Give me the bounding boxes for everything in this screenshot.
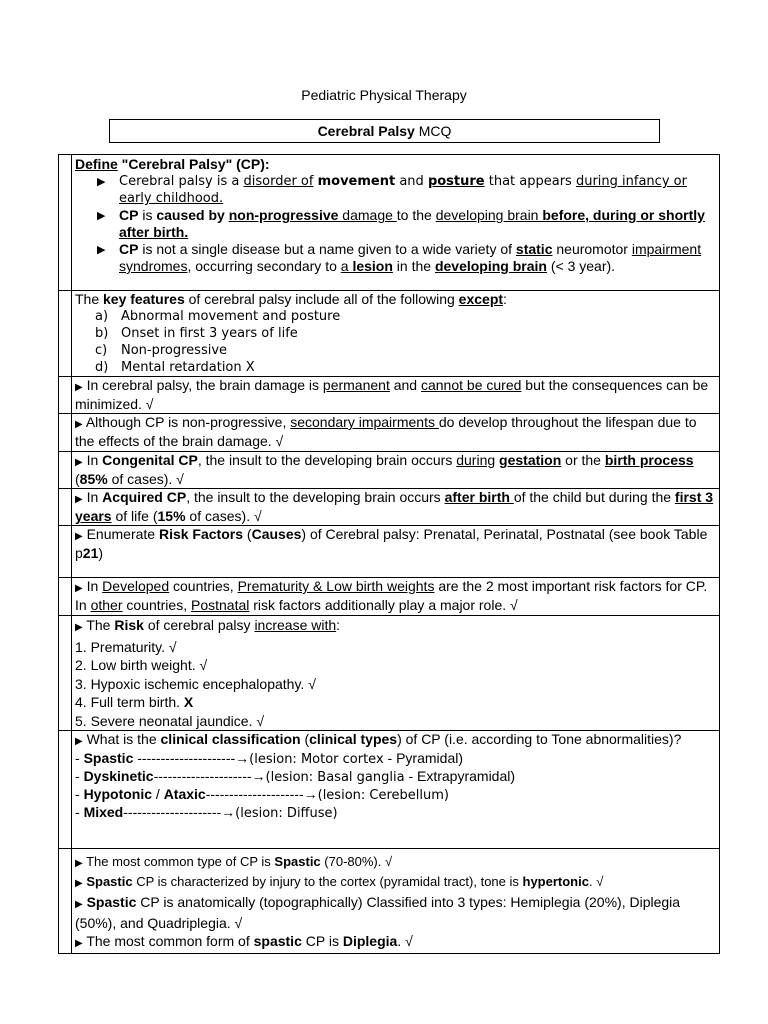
option-b: b) Onset in first 3 years of life — [95, 326, 298, 341]
arrow-right-icon: ▶ — [97, 244, 106, 256]
title-bold: Cerebral Palsy — [317, 123, 415, 139]
table-row — [59, 616, 720, 731]
list-item: ▶ Cerebral palsy is a disorder of movement and posture that appears during infancy or early childhood. — [97, 174, 687, 206]
row-number-cell — [59, 291, 72, 377]
arrow-right-icon: ▶ — [75, 736, 83, 747]
arrow-right-icon: ▶ — [75, 583, 83, 594]
arrow-right-icon: ▶ — [75, 531, 83, 542]
list-item: 3. Hypoxic ischemic encephalopathy. √ — [75, 675, 316, 692]
question-cell: ▶ In cerebral palsy, the brain damage is permanent and cannot be cured but the consequences can be minimized. √ — [72, 377, 720, 414]
row-number-cell — [59, 414, 72, 452]
arrow-right-icon: ▶ — [75, 878, 83, 889]
list-item: ▶ CP is not a single disease but a name given to a wide variety of static neuromotor impairment syndromes, occurring secondary to a lesion in the developing brain (< 3 year). — [97, 241, 702, 274]
arrow-right-icon: ▶ — [75, 858, 83, 869]
question-cell: ▶ The Risk of cerebral palsy increase with: 1. Prematurity. √ 2. Low birth weight. √ 3. Hypoxic ischemic encephalopathy. √ 4. Full term birth. X 5. Severe neonatal jaundice. √ — [72, 616, 720, 731]
arrow-right-icon: ▶ — [75, 457, 83, 468]
arrow-right-icon: ▶ — [75, 622, 83, 633]
table-row — [59, 731, 720, 849]
list-item: 4. Full term birth. X — [75, 694, 194, 710]
table-row — [59, 414, 720, 452]
row-number-cell — [59, 849, 72, 954]
question-cell: ▶ Although CP is non-progressive, secondary impairments do develop throughout the lifespan due to the effects of the brain damage. √ — [72, 414, 720, 452]
row-number-cell — [59, 489, 72, 526]
table-row — [59, 489, 720, 526]
row-number-cell — [59, 452, 72, 489]
list-item: ▶ Spastic CP is characterized by injury to the cortex (pyramidal tract), tone is hypertonic. √ — [75, 874, 604, 889]
title-rest: MCQ — [414, 123, 452, 139]
row-number-cell — [59, 578, 72, 616]
list-item: 5. Severe neonatal jaundice. √ — [75, 712, 265, 729]
option-d: d) Mental retardation X — [95, 360, 255, 375]
table-row — [59, 849, 720, 954]
question-cell: ▶ In Developed countries, Prematurity & Low birth weights are the 2 most important risk factors for CP. In other countries, Postnatal risk factors additionally play a major role. √ — [72, 578, 720, 616]
table-row — [59, 452, 720, 489]
table-row — [59, 291, 720, 377]
arrow-right-icon: ▶ — [75, 419, 83, 430]
mcq-table — [58, 154, 720, 954]
page-title: Pediatric Physical Therapy — [301, 87, 467, 103]
table-row — [59, 578, 720, 616]
list-item: ▶ The most common type of CP is Spastic (70-80%). √ — [75, 854, 393, 869]
list-item: - Mixed---------------------→(lesion: Diffuse) — [75, 804, 338, 821]
question-cell: ▶ What is the clinical classification (clinical types) of CP (i.e. according to Tone abnormalities)? - Spastic ---------------------→(lesion: Motor cortex - Pyramidal) - Dyskinetic---------------------→(lesion: Basal ganglia - Extrapyramidal) - Hypotonic / Ataxic---------------------→(lesion: Cerebellum) - Mixed---------------------→(lesion: Diffuse) — [72, 731, 720, 849]
list-item: ▶ Spastic CP is anatomically (topographically) Classified into 3 types: Hemiplegia (20%), Diplegia (50%), and Quadriplegia. √ — [75, 894, 681, 931]
question-cell: The key features of cerebral palsy include all of the following except: a) Abnormal movement and posture b) Onset in first 3 years of life c) Non-progressive d) Mental retardation X — [72, 291, 720, 377]
arrow-right-icon: ▶ — [75, 382, 83, 393]
list-item: 1. Prematurity. √ — [75, 638, 177, 655]
arrow-right-icon: ▶ — [75, 938, 83, 949]
question-cell: ▶ Enumerate Risk Factors (Causes) of Cerebral palsy: Prenatal, Perinatal, Postnatal (see book Table p21) — [72, 526, 720, 578]
question-cell — [72, 849, 720, 954]
table-row — [59, 526, 720, 578]
list-item: - Hypotonic / Ataxic---------------------→(lesion: Cerebellum) — [75, 786, 449, 803]
list-item: ▶ CP is caused by non-progressive damage to the developing brain before, during or shortly after birth. — [97, 207, 705, 240]
question-cell: ▶ In Congenital CP, the insult to the developing brain occurs during gestation or the birth process (85% of cases). √ — [72, 452, 720, 489]
arrow-right-icon: ▶ — [97, 176, 106, 188]
row-number-cell — [59, 155, 72, 291]
table-row — [59, 155, 720, 291]
row-number-cell — [59, 526, 72, 578]
arrow-right-icon: ▶ — [97, 210, 106, 222]
row-number-cell — [59, 616, 72, 731]
arrow-right-icon: ▶ — [75, 494, 83, 505]
list-item: 2. Low birth weight. √ — [75, 657, 208, 673]
list-item: - Dyskinetic---------------------→(lesion: Basal ganglia - Extrapyramidal) — [75, 768, 516, 785]
define-question: "Cerebral Palsy" (CP): — [117, 156, 270, 172]
row-number-cell — [59, 377, 72, 414]
table-row — [59, 377, 720, 414]
row-number-cell — [59, 731, 72, 849]
question-cell: ▶ In Acquired CP, the insult to the developing brain occurs after birth of the child but during the first 3 years of life (15% of cases). √ — [72, 489, 720, 526]
option-a: a) Abnormal movement and posture — [95, 309, 341, 324]
list-item: - Spastic ---------------------→(lesion: Motor cortex - Pyramidal) — [75, 750, 464, 767]
option-c: c) Non-progressive — [95, 343, 228, 358]
define-label: Define — [75, 156, 118, 172]
list-item: ▶ The most common form of spastic CP is Diplegia. √ — [75, 933, 413, 949]
document-title-box — [109, 119, 660, 143]
question-cell — [72, 155, 720, 291]
arrow-right-icon: ▶ — [75, 899, 83, 910]
